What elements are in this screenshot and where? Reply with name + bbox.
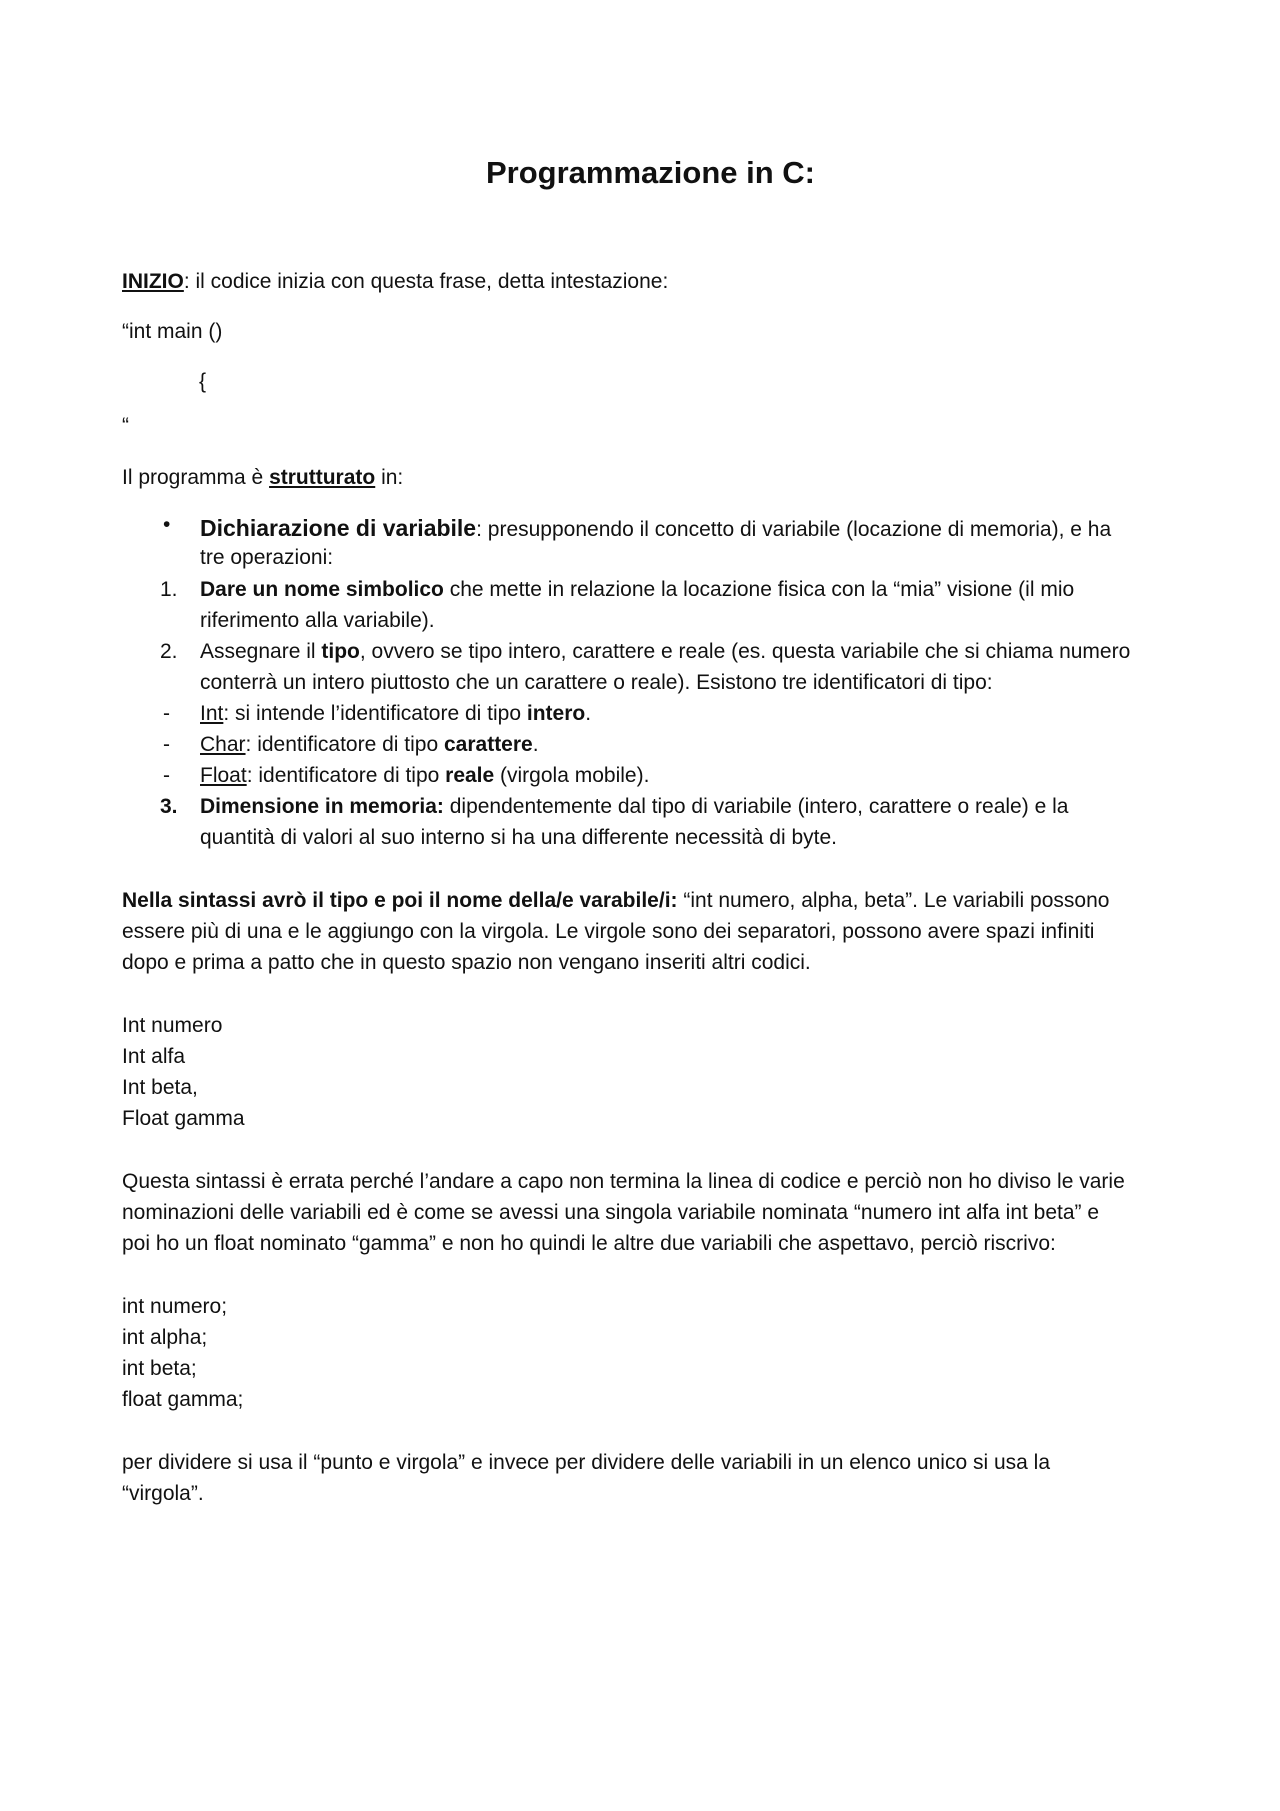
type-item-char [200, 733, 539, 757]
bullet-line: tre operazioni: [200, 546, 334, 569]
page-title: Programmazione in C: [486, 155, 815, 190]
code-line: Int beta, [122, 1076, 198, 1099]
dash-marker: - [163, 764, 170, 787]
structure-paragraph [122, 466, 403, 490]
paragraph-line: “virgola”. [122, 1482, 204, 1505]
paragraph-line: nominazioni delle variabili ed è come se avessi una singola variabile nominata “numero int alfa int beta” e [122, 1201, 1100, 1224]
bullet-text: : presupponendo il concetto di variabile (locazione di memoria), e ha [476, 518, 1112, 541]
type-text: : identificatore di tipo [246, 764, 446, 787]
code-line: int numero; [122, 1295, 228, 1318]
paragraph-line: dopo e prima a patto che in questo spazio non vengano inseriti altri codici. [122, 951, 811, 974]
paragraph-line: poi ho un float nominato “gamma” e non ho quindi le altre due variabili che aspettavo, perciò riscrivo: [122, 1232, 1056, 1255]
list-number: 3. [160, 795, 178, 818]
list-number: 2. [160, 640, 178, 663]
type-bold: reale [445, 764, 495, 787]
code-line: float gamma; [122, 1388, 244, 1411]
type-item-int [200, 702, 591, 726]
paragraph-line: per dividere si usa il “punto e virgola” e invece per dividere delle variabili in un elenco unico si usa la [122, 1451, 1051, 1474]
list-item-continuation: riferimento alla variabile). [200, 609, 435, 632]
type-end: . [532, 733, 539, 756]
structure-pre: Il programma è [122, 466, 270, 489]
item-bold: Dimensione in memoria: [200, 795, 444, 818]
type-end: (virgola mobile). [494, 764, 650, 787]
list-number: 1. [160, 578, 178, 601]
list-item [200, 640, 1130, 664]
bullet-marker: • [163, 513, 171, 536]
code-line: int beta; [122, 1357, 197, 1380]
bullet-label: Dichiarazione di variabile [200, 515, 477, 541]
syntax-text: “int numero, alpha, beta”. Le variabili possono [677, 889, 1110, 912]
type-bold: intero [526, 702, 586, 725]
list-item [200, 795, 1068, 819]
type-bold: carattere [443, 733, 533, 756]
item-text: dipendentemente dal tipo di variabile (intero, carattere o reale) e la [443, 795, 1069, 818]
intro-label: INIZIO [122, 270, 184, 293]
bullet-line [200, 515, 1111, 542]
code-line: Int numero [122, 1014, 223, 1037]
code-line: { [199, 370, 207, 393]
type-item-float [200, 764, 649, 788]
item-bold: tipo [321, 640, 360, 663]
item-bold: Dare un nome simbolico [200, 578, 444, 601]
type-end: . [585, 702, 592, 725]
syntax-bold: Nella sintassi avrò il tipo e poi il nome della/e varabile/i: [122, 889, 678, 912]
code-line: “int main () [122, 320, 223, 343]
type-text: : si intende l’identificatore di tipo [223, 702, 527, 725]
dash-marker: - [163, 702, 170, 725]
item-text: , ovvero se tipo intero, carattere e reale (es. questa variabile che si chiama numero [359, 640, 1131, 663]
paragraph-line: Questa sintassi è errata perché l’andare a capo non termina la linea di codice e perciò non ho diviso le varie [122, 1170, 1125, 1193]
type-name: Float [200, 764, 247, 787]
syntax-paragraph [122, 889, 1109, 913]
intro-text: : il codice inizia con questa frase, detta intestazione: [183, 270, 669, 293]
code-line: int alpha; [122, 1326, 208, 1349]
type-name: Char [200, 733, 246, 756]
list-item-continuation: quantità di valori al suo interno si ha una differente necessità di byte. [200, 826, 838, 849]
list-item-continuation: conterrà un intero piuttosto che un carattere o reale). Esistono tre identificatori di tipo: [200, 671, 993, 694]
item-text: Assegnare il [200, 640, 322, 663]
item-text: che mette in relazione la locazione fisica con la “mia” visione (il mio [443, 578, 1075, 601]
code-line: Int alfa [122, 1045, 186, 1068]
intro-paragraph [122, 270, 668, 294]
type-text: : identificatore di tipo [245, 733, 444, 756]
paragraph-line: essere più di una e le aggiungo con la virgola. Le virgole sono dei separatori, possono avere spazi infiniti [122, 920, 1095, 943]
dash-marker: - [163, 733, 170, 756]
structure-post: in: [375, 466, 404, 489]
list-item [200, 578, 1074, 602]
structure-strong: strutturato [269, 466, 376, 489]
code-line: Float gamma [122, 1107, 245, 1130]
type-name: Int [200, 702, 224, 725]
code-line: “ [122, 414, 129, 437]
